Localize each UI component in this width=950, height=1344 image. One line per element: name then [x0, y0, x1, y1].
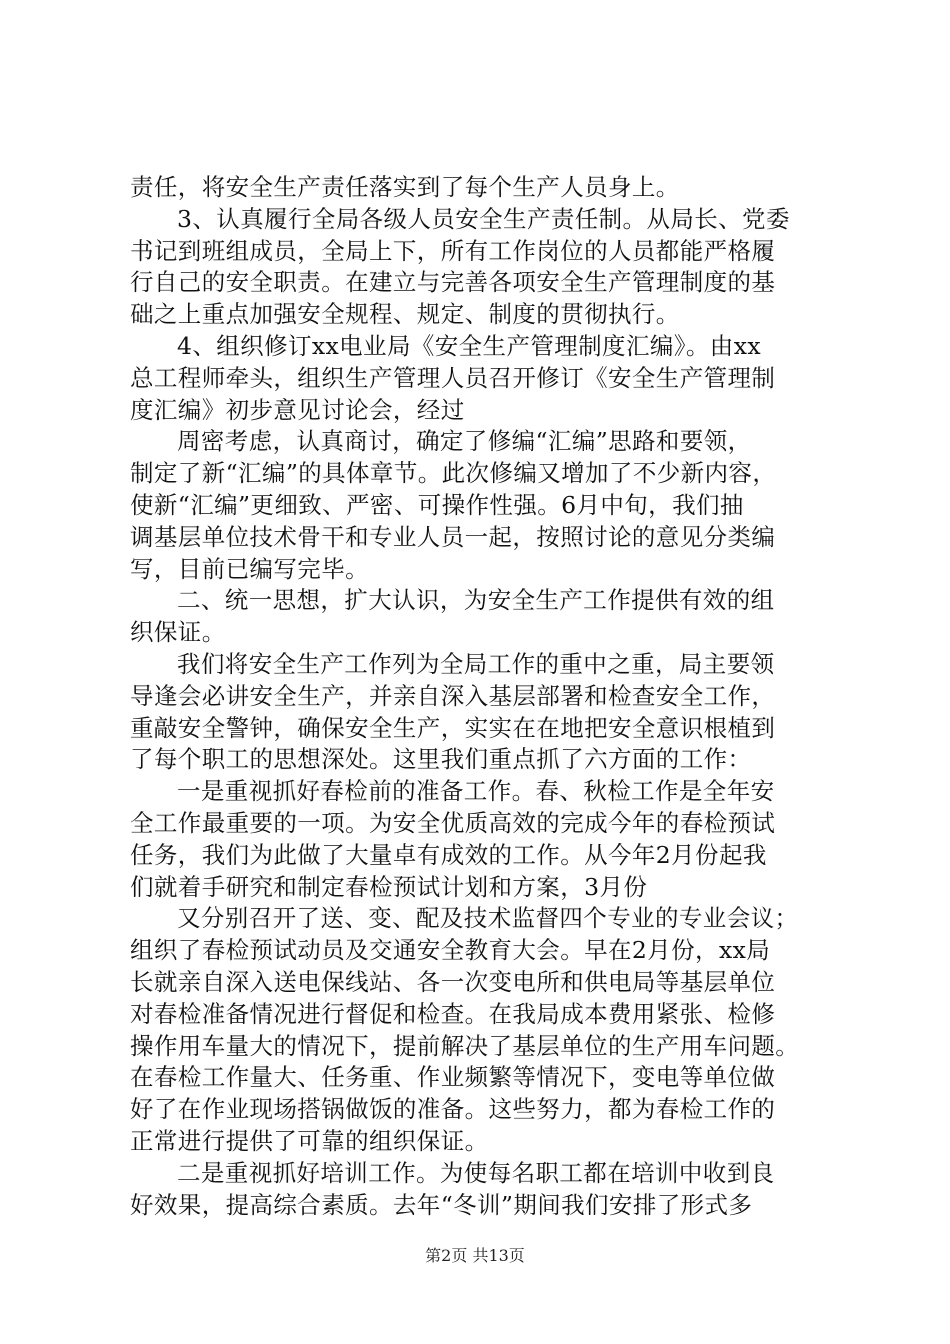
text-line: 好了在作业现场搭锅做饭的准备。这些努力，都为春检工作的 [130, 1095, 776, 1124]
text-line: 书记到班组成员，全局上下，所有工作岗位的人员都能严格履 [130, 236, 776, 265]
text-line: 3、认真履行全局各级人员安全生产责任制。从局长、党委 [177, 204, 790, 233]
text-line: 任务，我们为此做了大量卓有成效的工作。从今年2月份起我 [130, 840, 767, 869]
text-line: 础之上重点加强安全规程、规定、制度的贯彻执行。 [130, 300, 680, 329]
text-line: 又分别召开了送、变、配及技术监督四个专业的专业会议； [177, 904, 799, 933]
text-line: 我们将安全生产工作列为全局工作的重中之重，局主要领 [177, 649, 775, 678]
text-line: 操作用车量大的情况下，提前解决了基层单位的生产用车问题。 [130, 1031, 800, 1060]
text-line: 全工作最重要的一项。为安全优质高效的完成今年的春检预试 [130, 808, 776, 837]
text-line: 对春检准备情况进行督促和检查。在我局成本费用紧张、检修 [130, 999, 776, 1028]
text-line: 导逢会必讲安全生产，并亲自深入基层部署和检查安全工作， [130, 681, 776, 710]
text-line: 使新“汇编”更细致、严密、可操作性强。6月中旬，我们抽 [130, 490, 744, 519]
text-line: 好效果，提高综合素质。去年“冬训”期间我们安排了形式多 [130, 1190, 753, 1219]
text-line: 们就着手研究和制定春检预试计划和方案，3月份 [130, 872, 648, 901]
text-line: 行自己的安全职责。在建立与完善各项安全生产管理制度的基 [130, 268, 776, 297]
text-line: 正常进行提供了可靠的组织保证。 [130, 1126, 489, 1155]
text-line: 责任，将安全生产责任落实到了每个生产人员身上。 [130, 173, 680, 201]
text-line: 总工程师牵头，组织生产管理人员召开修订《安全生产管理制 [130, 363, 776, 392]
text-line: 周密考虑，认真商讨，确定了修编“汇编”思路和要领， [177, 427, 752, 456]
text-line: 组织了春检预试动员及交通安全教育大会。早在2月份，xx局 [130, 936, 771, 965]
page-number-footer: 第2页 共13页 [425, 1246, 525, 1265]
text-line: 4、组织修订xx电业局《安全生产管理制度汇编》。由xx [177, 331, 762, 360]
text-line: 了每个职工的思想深处。这里我们重点抓了六方面的工作： [130, 745, 752, 774]
text-line: 调基层单位技术骨干和专业人员一起，按照讨论的意见分类编 [130, 522, 776, 551]
document-body [130, 172, 850, 1221]
text-line: 一是重视抓好春检前的准备工作。春、秋检工作是全年安 [177, 777, 775, 806]
text-line: 二、统一思想，扩大认识，为安全生产工作提供有效的组 [177, 586, 775, 615]
text-line: 在春检工作量大、任务重、作业频繁等情况下，变电等单位做 [130, 1063, 776, 1092]
text-line: 写，目前已编写完毕。 [130, 554, 369, 583]
text-line: 二是重视抓好培训工作。为使每名职工都在培训中收到良 [177, 1158, 775, 1187]
text-line: 织保证。 [130, 618, 226, 647]
text-line: 度汇编》初步意见讨论会，经过 [130, 395, 465, 424]
text-line: 长就亲自深入送电保线站、各一次变电所和供电局等基层单位 [130, 967, 776, 996]
text-line: 制定了新“汇编”的具体章节。此次修编又增加了不少新内容， [130, 459, 777, 488]
text-line: 重敲安全警钟，确保安全生产，实实在在地把安全意识根植到 [130, 713, 776, 742]
